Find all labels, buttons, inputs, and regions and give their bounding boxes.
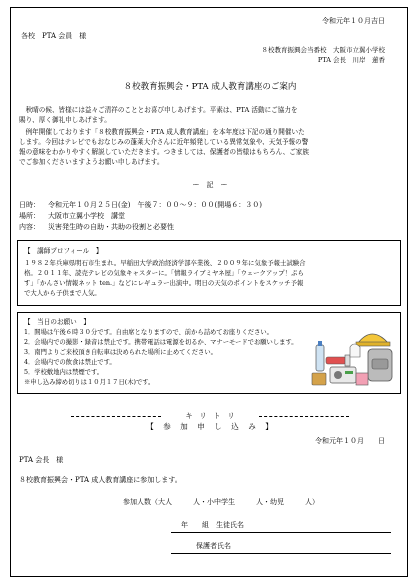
notice-item: 1．開場は午後６時３０分です。自由席となりますので、前から詰めてお座りください。 bbox=[24, 329, 273, 336]
profile-line: １９８２年兵庫県明石市生まれ。早稲田大学政治経済学部卒業後、２００９年に気象予報士試験合 bbox=[24, 259, 306, 267]
detail-value-date: 令和元年１０月２５日(金) 午後７：００～９：００(開場６：３０) bbox=[48, 201, 262, 209]
document-page bbox=[10, 7, 408, 577]
ki-heading: ー 記 ー bbox=[192, 181, 228, 189]
cut-label: キ リ ト リ bbox=[185, 412, 235, 420]
student-name-field[interactable] bbox=[171, 532, 391, 533]
cut-line-right bbox=[259, 416, 349, 417]
sender-name: PTA 会長 川岸 蓮香 bbox=[317, 56, 385, 64]
notice-item: 4．会場内での飲食は禁止です。 bbox=[24, 359, 116, 366]
profile-box bbox=[17, 240, 401, 306]
attendee-count-field[interactable]: 参加人数（大人 人・小中学生 人・幼児 人） bbox=[123, 498, 319, 506]
detail-label-place: 場所： bbox=[19, 212, 40, 220]
document-title: ８校教育振興会・PTA 成人教育講座のご案内 bbox=[123, 82, 297, 92]
deadline-note: ※申し込み締め切りは１０月１７日(木)です。 bbox=[24, 379, 155, 386]
intro-line: でご参加くださいますようお願い申しあげます。 bbox=[19, 158, 164, 166]
profile-line: で大人から子供まで人気。 bbox=[24, 289, 101, 297]
notices-box bbox=[17, 312, 401, 394]
guardian-name-label: 保護者氏名 bbox=[196, 542, 231, 550]
notice-item: 2．会場内での撮影・録音は禁止です。携帯電話は電源を切るか、マナーモードでお願いします。 bbox=[24, 339, 298, 346]
recipient: 各校 PTA 会員 様 bbox=[21, 32, 87, 40]
profile-heading: 【 講師プロフィール 】 bbox=[24, 247, 103, 255]
application-date: 令和元年１０月 日 bbox=[315, 437, 385, 445]
guardian-name-field[interactable] bbox=[171, 553, 391, 554]
intro-line: 賜り、厚く御礼申しあげます。 bbox=[19, 116, 111, 124]
notices-heading: 【 当日のお願い 】 bbox=[24, 318, 90, 326]
profile-line: す」「かんさい情報ネット ten.」などにレギュラー出演中。明日の天気のポイントをスケッチ予報 bbox=[24, 279, 304, 287]
student-name-label: 年 組 生徒氏名 bbox=[181, 521, 244, 529]
emergency-supplies-illustration bbox=[310, 321, 398, 389]
detail-value-place: 大阪市立翼小学校 講堂 bbox=[48, 212, 125, 220]
intro-line: 報の意味をわかりやすく解説していただきます。つきましては、保護者の皆様はもちろん、ご家族 bbox=[19, 148, 309, 156]
profile-line: 格。２０１１年、読売テレビの気象キャスターに。「情報ライブミヤネ屋」「ウェークアップ！ぷら bbox=[24, 269, 304, 277]
intro-line: 秋晴の候、皆様には益々ご清祥のこととお喜び申しあげます。平素は、PTA 活動にご協力を bbox=[19, 106, 298, 114]
detail-label-date: 日時： bbox=[19, 201, 40, 209]
sender-school: ８校教育振興会当番校 大阪市立翼小学校 bbox=[261, 46, 385, 54]
form-recipient: PTA 会長 様 bbox=[19, 456, 64, 464]
application-heading: 【 参 加 申 し 込 み 】 bbox=[146, 422, 274, 431]
detail-value-content: 災害発生時の自助・共助の役割と必要性 bbox=[48, 223, 174, 231]
form-statement: ８校教育振興会・PTA 成人教育講座に参加します。 bbox=[19, 476, 182, 484]
issue-date: 令和元年１０月吉日 bbox=[322, 17, 385, 25]
intro-line: します。今回はテレビでもおなじみの蓬莱大介さんに近年頻発している異常気象や、天気予報の警 bbox=[19, 138, 309, 146]
notice-item: 3．南門よりご来校頂き自転車は決められた場所に止めてください。 bbox=[24, 349, 217, 356]
intro-line: 例年開催しております「８校教育振興会・PTA 成人教育講座」を本年度は下記の通り開催いた bbox=[19, 128, 305, 136]
notice-item: 5．学校敷地内は禁煙です。 bbox=[24, 369, 104, 376]
detail-label-content: 内容： bbox=[19, 223, 40, 231]
